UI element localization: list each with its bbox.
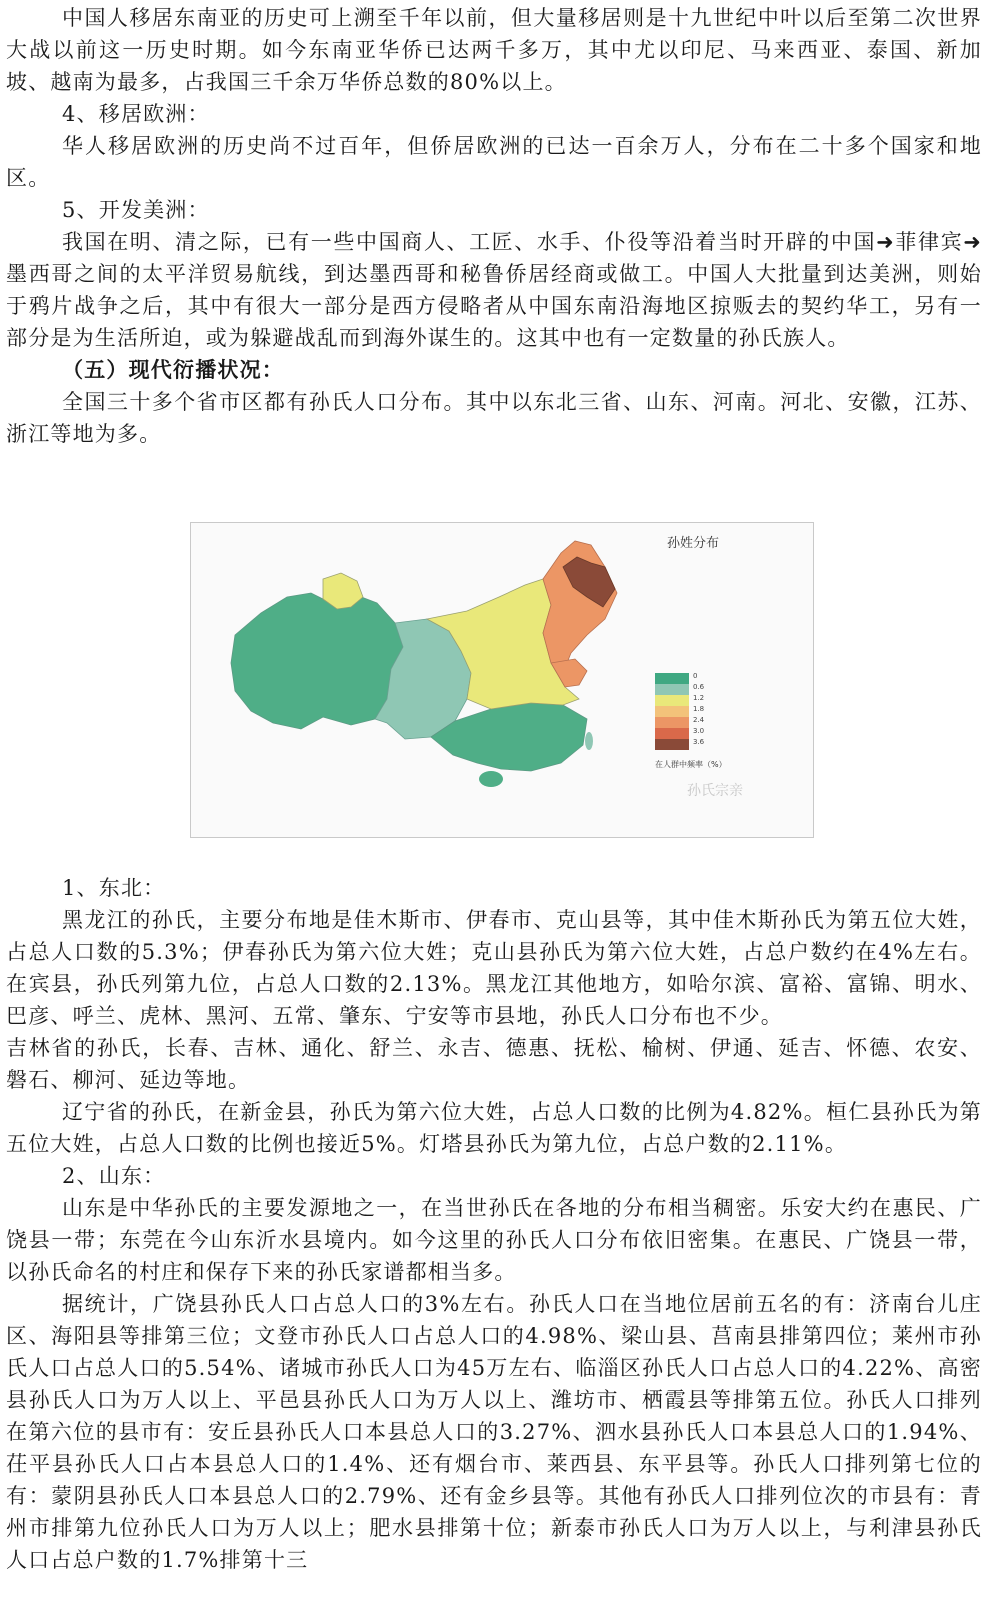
- paragraph-europe: 华人移居欧洲的历史尚不过百年，但侨居欧洲的已达一百余万人，分布在二十多个国家和地区。: [6, 134, 982, 190]
- map-region-hainan: [479, 771, 503, 787]
- paragraph-shandong-origin: 山东是中华孙氏的主要发源地之一，在当世孙氏在各地的分布相当稠密。乐安大约在惠民、广饶县一带；东莞在今山东沂水县境内。如今这里的孙氏人口分布依旧密集。在惠民、广饶县一带，以孙氏命名的村庄和保存下来的孙氏家谱都相当多。: [6, 1196, 982, 1284]
- map-region-west: [231, 593, 403, 729]
- paragraph-modern: 全国三十多个省市区都有孙氏人口分布。其中以东北三省、山东、河南。河北、安徽，江苏、浙江等地为多。: [6, 390, 982, 446]
- text-top: [6, 2, 982, 450]
- legend-label: 1.8: [693, 705, 705, 713]
- paragraph-southeast-asia: 中国人移居东南亚的历史可上溯至千年以前，但大量移居则是十九世纪中叶以后至第二次世界大战以前这一历史时期。如今东南亚华侨已达两千多万，其中尤以印尼、马来西亚、泰国、新加坡、越南为最多，占我国三千余万华侨总数的80%以上。: [6, 6, 982, 94]
- legend-swatch: [655, 728, 689, 739]
- map-region-taiwan: [585, 732, 593, 750]
- legend-swatch: [655, 695, 689, 706]
- legend-label: 0: [693, 672, 698, 680]
- legend-label: 3.6: [693, 738, 705, 746]
- legend-swatch: [655, 684, 689, 695]
- section-heading-modern: （五）现代衍播状况：: [62, 357, 284, 382]
- legend-label: 1.2: [693, 694, 705, 702]
- watermark-text: 孙氏宗亲: [687, 783, 743, 799]
- legend-swatch: [655, 717, 689, 728]
- paragraph-heilongjiang: 黑龙江的孙氏，主要分布地是佳木斯市、伊春市、克山县等，其中佳木斯孙氏为第五位大姓，占总人口数的5.3%；伊春孙氏为第六位大姓；克山县孙氏为第六位大姓，占总户数约在4%左右。在宾县，孙氏列第九位，占总人口数的2.13%。黑龙江其他地方，如哈尔滨、富裕、富锦、明水、巴彦、呼兰、虎林、黑河、五常、肇东、宁安等市县地，孙氏人口分布也不少。: [6, 908, 982, 1028]
- heading-shandong: 2、山东：: [62, 1164, 166, 1188]
- paragraph-liaoning: 辽宁省的孙氏，在新金县，孙氏为第六位大姓，占总人口数的比例为4.82%。桓仁县孙氏为第五位大姓，占总人口数的比例也接近5%。灯塔县孙氏为第九位，占总户数的2.11%。: [6, 1100, 982, 1156]
- heading-americas: 5、开发美洲：: [62, 198, 210, 222]
- legend-label: 3.0: [693, 727, 705, 735]
- paragraph-americas: 我国在明、清之际，已有一些中国商人、工匠、水手、仆役等沿着当时开辟的中国➜菲律宾➜墨西哥之间的太平洋贸易航线，到达墨西哥和秘鲁侨居经商或做工。中国人大批量到达美洲，则始于鸦片战争之后，其中有很大一部分是西方侵略者从中国东南沿海地区掠贩去的契约华工，另有一部分是为生活所迫，或为躲避战乱而到海外谋生的。这其中也有一定数量的孙氏族人。: [6, 230, 982, 350]
- legend-swatch: [655, 739, 689, 750]
- text-bottom: [6, 872, 982, 1576]
- paragraph-shandong-statistics: 据统计，广饶县孙氏人口占总人口的3%左右。孙氏人口在当地位居前五名的有：济南台儿庄区、海阳县等排第三位；文登市孙氏人口占总人口的4.98%、梁山县、莒南县排第四位；莱州市孙氏人口占总人口的5.54%、诸城市孙氏人口为45万左右、临淄区孙氏人口占总人口的4.22%、高密县孙氏人口为万人以上、平邑县孙氏人口为万人以上、潍坊市、栖霞县等排第五位。孙氏人口排列在第六位的县市有：安丘县孙氏人口本县总人口的3.27%、泗水县孙氏人口本县总人口的1.94%、茌平县孙氏人口占本县总人口的1.4%、还有烟台市、莱西县、东平县等。孙氏人口排列第七位的有：蒙阴县孙氏人口本县总人口的2.79%、还有金乡县等。其他有孙氏人口排列位次的市县有：青州市排第九位孙氏人口为万人以上；肥水县排第十位；新泰市孙氏人口为万人以上，与利津县孙氏人口占总户数的1.7%排第十三: [6, 1292, 982, 1572]
- legend-swatch: [655, 673, 689, 684]
- legend-label: 2.4: [693, 716, 705, 724]
- heading-europe: 4、移居欧洲：: [62, 102, 210, 126]
- distribution-map-figure: [190, 522, 814, 838]
- heading-northeast: 1、东北：: [62, 876, 166, 900]
- china-distribution-map: [191, 523, 813, 837]
- legend-swatch: [655, 706, 689, 717]
- map-legend: [655, 672, 705, 750]
- map-title: 孙姓分布: [667, 536, 720, 551]
- paragraph-jilin: 吉林省的孙氏，长春、吉林、通化、舒兰、永吉、德惠、抚松、榆树、伊通、延吉、怀德、农安、磐石、柳河、延边等地。: [6, 1036, 982, 1092]
- legend-caption: 在人群中频率（%）: [655, 760, 727, 769]
- legend-label: 0.6: [693, 683, 705, 691]
